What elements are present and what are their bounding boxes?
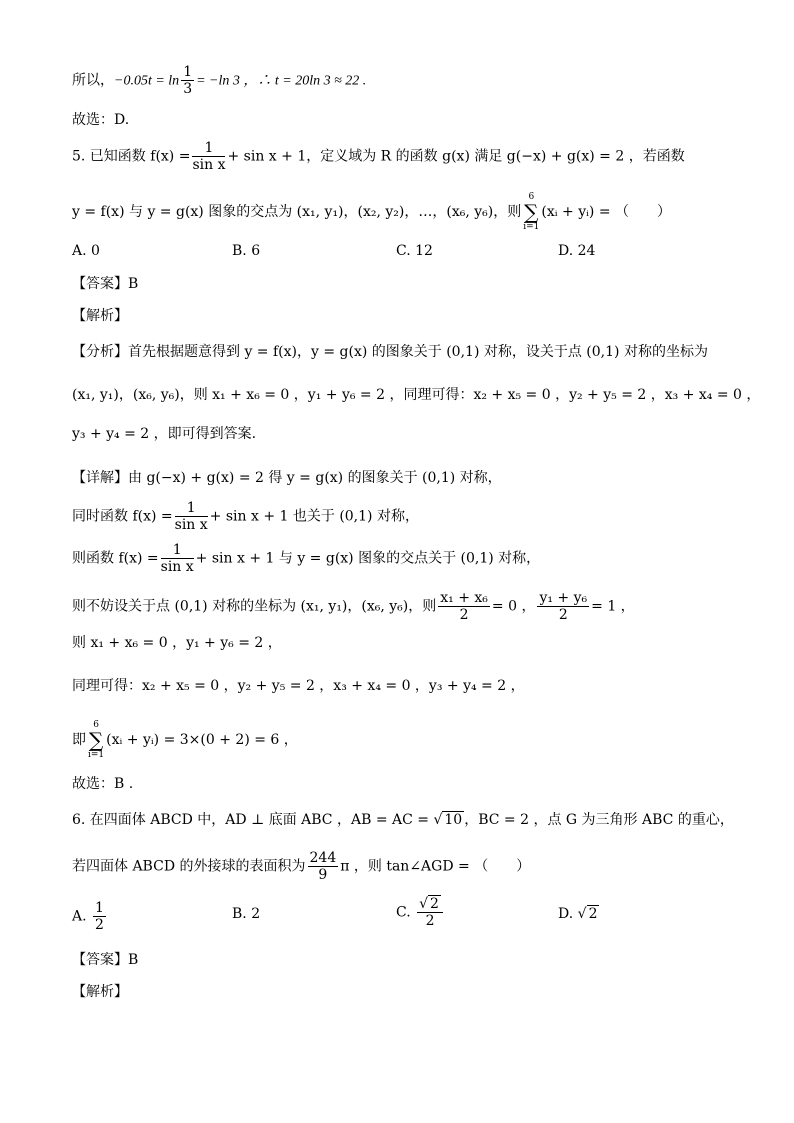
choice-d-line: 故选：D.	[72, 112, 130, 128]
summation-symbol-2: 6 ∑ i=1	[88, 720, 105, 760]
fraction-denominator: 3	[183, 81, 193, 97]
q5-detail-line4	[72, 590, 635, 623]
q6-option-d-sqrt: √ 2	[577, 906, 598, 922]
q6-option-c-radicand: 2	[430, 896, 439, 912]
sum2-upper: 6	[93, 720, 99, 730]
q5-option-c: C. 12	[396, 243, 433, 259]
q5-answer: 【答案】B	[72, 276, 139, 292]
q6-fraction-den: 9	[318, 867, 328, 883]
q6-option-d-radicand: 2	[588, 906, 598, 922]
q5-detail-line4a: 则不妨设关于点 (0,1) 对称的坐标为 (x₁, y₁)，(x₆, y₆)，则	[72, 598, 437, 615]
q5-detail-fraction2-num: 1	[161, 542, 194, 559]
sqrt-ten: √ 10	[433, 812, 463, 828]
q5-analysis-line3: y₃ + y₄ = 2 ，即可得到答案.	[72, 426, 257, 442]
q5-stem-a: 5. 已知函数 f(x) =	[72, 148, 191, 165]
q5-stem-line2	[72, 192, 671, 232]
q5-detail-line5: 则 x₁ + x₆ = 0 ，y₁ + y₆ = 2 ，	[72, 635, 282, 651]
q5-detail-fraction-x-num: x₁ + x₆	[440, 590, 488, 606]
q6-option-a-num: 1	[95, 900, 104, 916]
q6-answer: 【答案】B	[72, 952, 139, 968]
q5-option-b: B. 6	[232, 243, 261, 259]
fraction-one-third	[181, 64, 194, 97]
q6-option-a-den: 2	[95, 917, 104, 933]
q5-stem-c: y = f(x) 与 y = g(x) 图象的交点为 (x₁, y₁)，(x₂, y₂)，…，(x₆, y₆)，则	[72, 204, 522, 220]
q5-option-d: D. 24	[558, 243, 596, 259]
q5-detail-fraction1-num: 1	[175, 500, 208, 517]
fraction-numerator: 1	[183, 64, 193, 80]
q5-detail-line4c: = 1 ，	[591, 598, 635, 615]
q6-option-a	[72, 900, 108, 933]
q5-stem-d: (xᵢ + yᵢ) = （ ）	[541, 204, 672, 220]
q5-detail-fraction-x-den: 2	[459, 607, 469, 623]
q6-jiexi-label: 【解析】	[72, 984, 128, 1000]
q5-stem-b: + sin x + 1，定义域为 R 的函数 g(x) 满足 g(−x) + g(x) = 2 ，若函数	[227, 148, 685, 165]
q6-option-c-den: 2	[425, 913, 435, 929]
q6-stem-line2	[72, 850, 530, 883]
q5-analysis-line1: 【分析】首先根据题意得到 y = f(x)，y = g(x) 的图象关于 (0,1) 对称，设关于点 (0,1) 对称的坐标为	[72, 344, 708, 360]
q6-option-d	[558, 906, 599, 922]
summation-symbol: 6 ∑ i=1	[523, 192, 540, 232]
q5-detail-fraction-x	[438, 590, 490, 623]
q5-detail-line2b: + sin x + 1 也关于 (0,1) 对称，	[209, 508, 419, 525]
q5-fraction-num: 1	[192, 140, 225, 157]
q6-stem-b: ，BC = 2 ，点 G 为三角形 ABC 的重心，	[464, 812, 734, 828]
q5-detail-line2	[72, 500, 419, 533]
q5-detail-fraction-y-den: 2	[558, 607, 568, 623]
q5-detail-line3	[72, 542, 540, 575]
q5-detail-line1: 【详解】由 g(−x) + g(x) = 2 得 y = g(x) 的图象关于 (0,1) 对称，	[72, 470, 502, 486]
conclusion-result: = −ln 3 ，∴ t = 20ln 3 ≈ 22 .	[196, 73, 367, 89]
q5-detail-fraction-y	[537, 590, 589, 623]
q6-stem-c: 若四面体 ABCD 的外接球的表面积为	[72, 858, 306, 875]
conclusion-prefix: 所以，	[72, 72, 114, 89]
q6-option-a-label: A.	[72, 908, 87, 925]
sqrt-ten-radicand: 10	[444, 812, 463, 828]
sum2-lower: i=1	[88, 750, 105, 760]
q5-detail-fraction1	[175, 500, 208, 533]
q5-final-choice: 故选：B .	[72, 776, 134, 792]
q5-detail-line4b: = 0 ，	[491, 598, 536, 615]
q6-fraction	[308, 850, 339, 883]
q5-detail-fraction1-den: sin x	[174, 517, 208, 533]
q6-option-d-label: D.	[558, 906, 574, 922]
q6-option-c	[396, 896, 445, 929]
q5-detail-line7a: 即	[72, 732, 86, 748]
q5-stem-line1	[72, 140, 685, 173]
q5-detail-line3a: 则函数 f(x) =	[72, 550, 159, 567]
q5-detail-line7b: (xᵢ + yᵢ) = 3×(0 + 2) = 6 ，	[106, 732, 298, 748]
q6-stem-a: 6. 在四面体 ABCD 中，AD ⊥ 底面 ABC ，AB = AC =	[72, 812, 434, 828]
q5-analysis-line2: (x₁, y₁)，(x₆, y₆)，则 x₁ + x₆ = 0 ，y₁ + y₆ = 2 ，同理可得：x₂ + x₅ = 0 ，y₂ + y₅ = 2 ，x₃ + x₄ = 0 ，	[72, 387, 761, 403]
sum-upper: 6	[528, 192, 535, 202]
conclusion-line	[72, 64, 366, 97]
q5-fraction-den: sin x	[192, 157, 226, 173]
conclusion-expr: −0.05t = ln	[114, 73, 180, 89]
q5-detail-line7	[72, 720, 298, 760]
q5-detail-fraction2	[161, 542, 194, 575]
q5-fraction	[192, 140, 225, 173]
q5-option-a: A. 0	[72, 243, 100, 259]
q6-option-c-label: C.	[396, 904, 411, 921]
q6-option-a-fraction	[93, 900, 106, 933]
q6-stem-d: π ，则 tan∠AGD = （ ）	[340, 858, 531, 875]
q5-detail-fraction-y-num: y₁ + y₆	[539, 590, 588, 606]
q6-fraction-num: 244	[309, 850, 337, 866]
q5-detail-line6: 同理可得：x₂ + x₅ = 0 ，y₂ + y₅ = 2 ，x₃ + x₄ = 0 ，y₃ + y₄ = 2 ，	[72, 678, 525, 694]
q6-stem-line1	[72, 810, 734, 830]
sum-lower: i=1	[523, 222, 540, 232]
q5-detail-line3b: + sin x + 1 与 y = g(x) 图象的交点关于 (0,1) 对称，	[195, 550, 541, 567]
q5-detail-fraction2-den: sin x	[160, 559, 194, 575]
q5-detail-line2a: 同时函数 f(x) =	[72, 508, 173, 525]
q6-option-c-fraction	[417, 896, 443, 929]
q6-option-c-num: √ 2	[417, 896, 443, 913]
q5-jiexi-label: 【解析】	[72, 308, 128, 324]
q6-option-b: B. 2	[232, 906, 261, 922]
